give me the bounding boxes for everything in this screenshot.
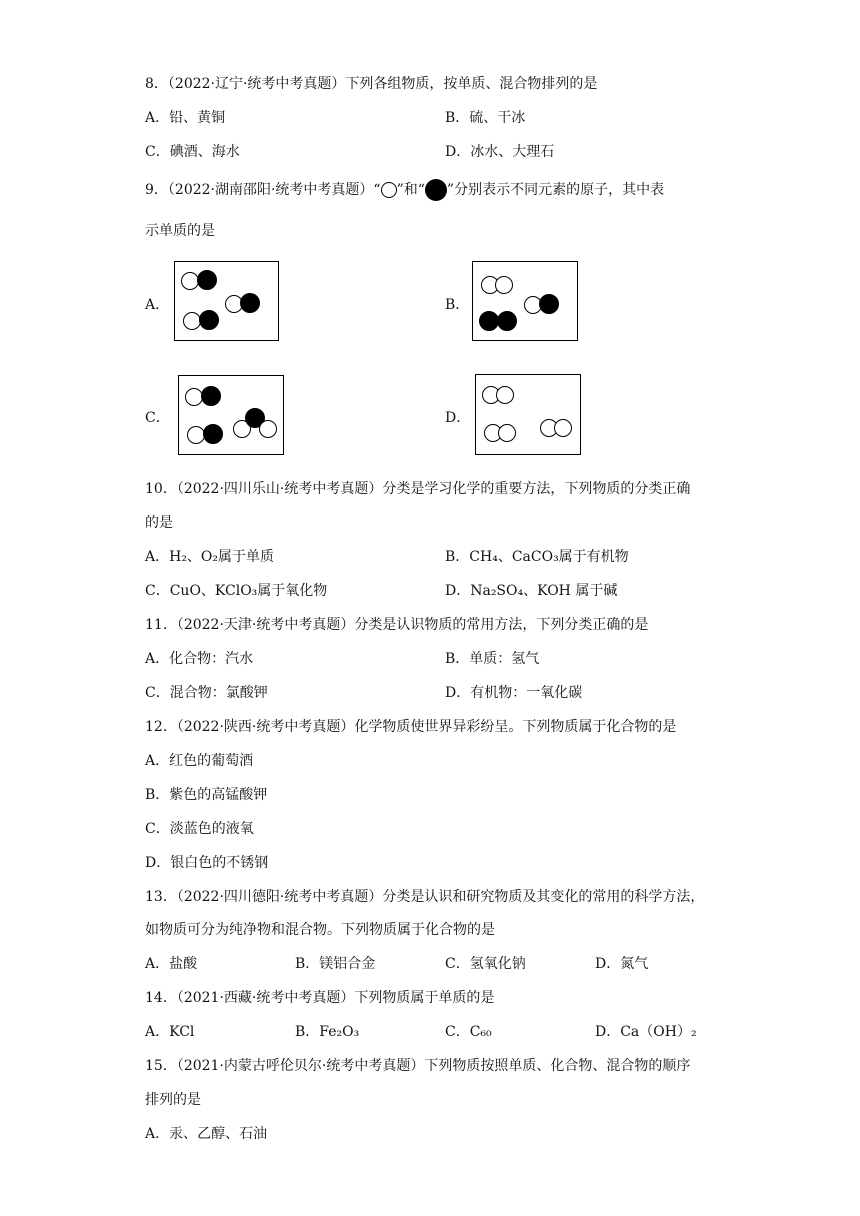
- q10-option-c[interactable]: C．CuO、KClO₃属于氧化物: [145, 583, 328, 599]
- black-atom-icon: [497, 311, 517, 331]
- q10-stem-line2: 的是: [145, 515, 173, 531]
- q11-option-d[interactable]: D．有机物：一氧化碳: [445, 685, 583, 701]
- q9-option-b-diagram[interactable]: [472, 261, 578, 341]
- q12-option-d[interactable]: D．银白色的不锈钢: [145, 855, 269, 871]
- q10-option-d[interactable]: D．Na₂SO₄、KOH 属于碱: [445, 583, 618, 599]
- q11-option-a[interactable]: A．化合物：汽水: [145, 651, 254, 667]
- q14-option-d[interactable]: D．Ca（OH）₂: [595, 1024, 697, 1040]
- black-atom-icon: [539, 294, 559, 314]
- q11-option-b[interactable]: B．单质：氢气: [445, 651, 540, 667]
- q8-option-b[interactable]: B．硫、干冰: [445, 110, 526, 126]
- white-atom-icon: [495, 276, 513, 294]
- q10-stem: 10．（2022·四川乐山·统考中考真题）分类是学习化学的重要方法，下列物质的分类正确: [145, 481, 691, 497]
- white-atom-icon: [498, 424, 516, 442]
- q13-option-a[interactable]: A．盐酸: [145, 956, 198, 972]
- q9-stem-part3: ”分别表示不同元素的原子，其中表: [446, 182, 665, 198]
- q11-option-c[interactable]: C．混合物：氯酸钾: [145, 685, 268, 701]
- q9-option-c-diagram[interactable]: [178, 375, 284, 455]
- q14-option-c[interactable]: C．C₆₀: [445, 1024, 492, 1040]
- q10-option-b[interactable]: B．CH₄、CaCO₃属于有机物: [445, 549, 629, 565]
- q15-stem-line2: 排列的是: [145, 1092, 201, 1108]
- q14-option-a[interactable]: A．KCl: [145, 1024, 195, 1040]
- q14-option-b[interactable]: B．Fe₂O₃: [295, 1024, 360, 1040]
- q12-option-a[interactable]: A．红色的葡萄酒: [145, 753, 254, 769]
- black-atom-icon: [479, 311, 499, 331]
- q15-stem: 15．（2021·内蒙古呼伦贝尔·统考中考真题）下列物质按照单质、化合物、混合物的顺序: [145, 1058, 691, 1074]
- q9-option-d-diagram[interactable]: [475, 374, 581, 455]
- black-atom-icon: [201, 386, 221, 406]
- q8-option-d[interactable]: D．冰水、大理石: [445, 144, 555, 160]
- black-atom-icon: [203, 424, 223, 444]
- q9-stem: [145, 179, 664, 201]
- q8-option-c[interactable]: C．碘酒、海水: [145, 144, 240, 160]
- q9-stem-line2: 示单质的是: [145, 223, 215, 239]
- q12-option-c[interactable]: C．淡蓝色的液氧: [145, 821, 254, 837]
- q13-option-b[interactable]: B．镁铝合金: [295, 956, 376, 972]
- white-atom-icon: [259, 420, 277, 438]
- q9-stem-part1: 9．（2022·湖南邵阳·统考中考真题）“: [145, 182, 381, 198]
- q8-stem: 8．（2022·辽宁·统考中考真题）下列各组物质，按单质、混合物排列的是: [145, 76, 598, 92]
- white-atom-icon: [554, 419, 572, 437]
- q9-stem-part2: ”和“: [396, 182, 425, 198]
- q12-option-b[interactable]: B．紫色的高锰酸钾: [145, 787, 268, 803]
- q12-stem: 12．（2022·陕西·统考中考真题）化学物质使世界异彩纷呈。下列物质属于化合物的是: [145, 719, 677, 735]
- black-atom-icon: [199, 310, 219, 330]
- black-atom-icon: [240, 293, 260, 313]
- black-atom-icon: [197, 270, 217, 290]
- q14-stem: 14．（2021·西藏·统考中考真题）下列物质属于单质的是: [145, 990, 495, 1006]
- black-atom-icon: [425, 179, 447, 201]
- q9-option-c-label[interactable]: C．: [145, 410, 170, 426]
- q9-option-d-label[interactable]: D．: [445, 410, 471, 426]
- q8-option-a[interactable]: A．铅、黄铜: [145, 110, 226, 126]
- q13-option-c[interactable]: C．氢氧化钠: [445, 956, 526, 972]
- q13-option-d[interactable]: D．氮气: [595, 956, 649, 972]
- white-atom-icon: [496, 386, 514, 404]
- q13-stem: 13．（2022·四川德阳·统考中考真题）分类是认识和研究物质及其变化的常用的科学方法，: [145, 889, 705, 905]
- q9-option-b-label[interactable]: B．: [445, 297, 470, 313]
- q15-option-a[interactable]: A．汞、乙醇、石油: [145, 1126, 268, 1142]
- q13-stem-line2: 如物质可分为纯净物和混合物。下列物质属于化合物的是: [145, 922, 495, 938]
- q10-option-a[interactable]: A．H₂、O₂属于单质: [145, 549, 275, 565]
- q11-stem: 11．（2022·天津·统考中考真题）分类是认识物质的常用方法，下列分类正确的是: [145, 617, 649, 633]
- white-atom-icon: [381, 182, 397, 198]
- q9-option-a-label[interactable]: A．: [145, 297, 170, 313]
- q9-option-a-diagram[interactable]: [174, 261, 279, 341]
